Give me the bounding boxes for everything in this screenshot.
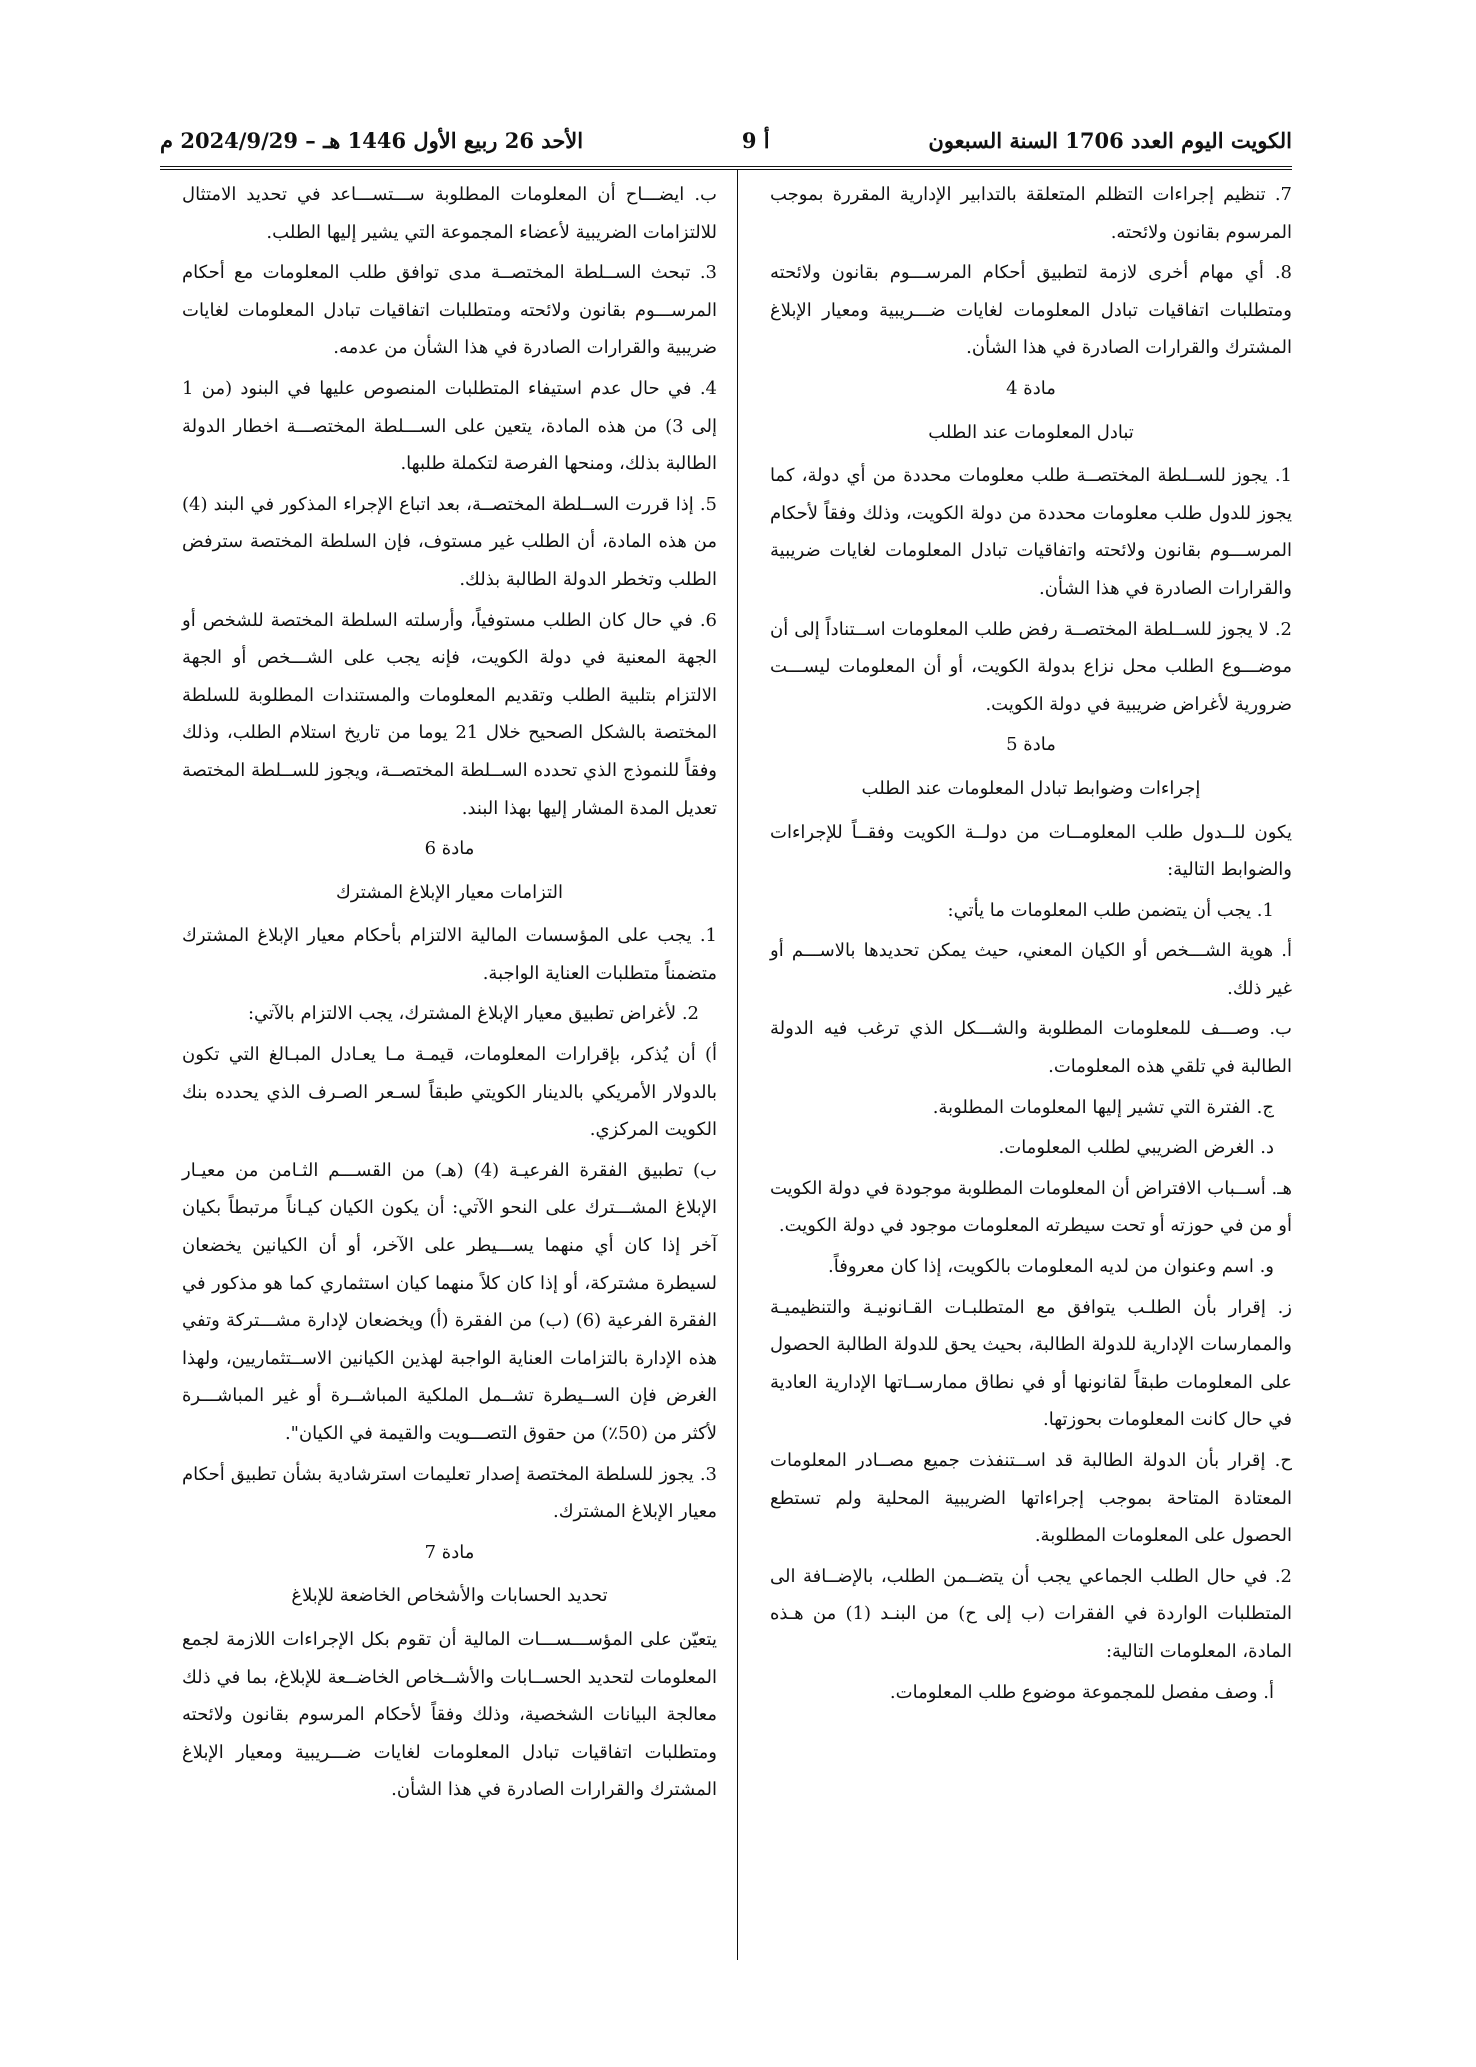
paragraph: 1. يجب أن يتضمن طلب المعلومات ما يأتي: [947,899,1274,921]
article-heading: مادة 7 [424,1541,475,1563]
paragraph: 2. لأغراض تطبيق معيار الإبلاغ المشترك، يجب الالتزام بالآتي: [247,1003,699,1025]
paragraph: أ. وصف مفصل للمجموعة موضوع طلب المعلومات. [889,1681,1274,1703]
article-heading: تحديد الحسابات والأشخاص الخاضعة للإبلاغ [291,1585,608,1607]
paragraph: ب. ايضـــاح أن المعلومات المطلوبة ســـتســـاعد في تحديد الامتثال للالتزامات الضريبية لأعضاء المجموعة التي يشير إليها الطلب. [182,184,717,243]
paragraph: 1. يجوز للســلطة المختصــة طلب معلومات محددة من أي دولة، كما يجوز للدول طلب معلومات محددة من دولة الكويت، وذلك وفقاً لأحكام المرســـوم بقانون ولائحته واتفاقيات تبادل المعلومات لغايات ضريبية والقرارات الصادرة في هذا الشأن. [770,465,1292,599]
page-header [160,118,1292,162]
paragraph: 2. في حال الطلب الجماعي يجب أن يتضــمن الطلب، بالإضــافة الى المتطلبات الواردة في الفقرات (ب إلى ح) من البنـد (1) من هـذه المادة، المعلومات التالية: [770,1565,1292,1662]
paragraph: يكون للــدول طلب المعلومــات من دولــة الكويت وفقــاً للإجراءات والضوابط التالية: [770,821,1292,881]
paragraph: ب. وصـــف للمعلومات المطلوبة والشـــكل الذي ترغب فيه الدولة الطالبة في تلقي هذه المعلومات. [770,1018,1292,1078]
article-heading: مادة 5 [1006,734,1056,756]
paragraph: أ. هوية الشـــخص أو الكيان المعني، حيث يمكن تحديدها بالاســـم أو غير ذلك. [770,940,1292,999]
paragraph: ز. إقرار بأن الطلـب يتوافق مع المتطلبـات القـانونيـة والتنظيميـة والممارسات الإدارية للدولة الطالبة، بحيث يحق للدولة الطالبة الحصول على المعلومات طبقاً لقانونها أو في نطاق ممارســاتها الإدارية العادية في حال كانت المعلومات بحوزتها. [770,1296,1292,1431]
article-heading: مادة 4 [1006,377,1056,399]
paragraph: 3. تبحث الســلطة المختصــة مدى توافق طلب المعلومات مع أحكام المرســـوم بقانون ولائحته ومتطلبات اتفاقيات تبادل المعلومات لغايات ضريبية والقرارات الصادرة في هذا الشأن من عدمه. [182,262,717,359]
paragraph: 7. تنظيم إجراءات التظلم المتعلقة بالتدابير الإدارية المقررة بموجب المرسوم بقانون ولائحته. [770,184,1292,243]
article-heading: إجراءات وضوابط تبادل المعلومات عند الطلب [861,777,1201,799]
right-column [770,176,1292,1714]
paragraph: ب) تطبيق الفقرة الفرعيـة (4) (هـ) من القســـم الثـامن من معيـار الإبلاغ المشـــترك على النحو الآتي: أن يكون الكيان كيـاناً مرتبطاً بكيان آخر إذا كان أي منهما يســـيطر على الآخر، أو أن الكيانين يخضعان لسيطرة مشتركة، أو إذا كان كلاً منهما كيان استثماري كما هو مذكور في الفقرة الفرعية (6) (ب) من الفقرة (أ) ويخضعان لإدارة مشـــتركة وتفي هذه الإدارة بالتزامات العناية الواجبة لهذين الكيانين الاســتثماريين، ولهذا الغرض فإن الســيطرة تشــمل الملكية المباشــرة أو غير المباشـــرة لأكثر من (50٪) من حقوق التصـــويت والقيمة في الكيان". [182,1159,718,1444]
header-divider [160,166,1292,170]
paragraph: و. اسم وعنوان من لديه المعلومات بالكويت، إذا كان معروفاً. [828,1256,1274,1278]
paragraph: هـ. أســباب الافتراض أن المعلومات المطلوبة موجودة في دولة الكويت أو من في حوزته أو تحت سيطرته المعلومات موجود في دولة الكويت. [770,1177,1292,1237]
paragraph: 4. في حال عدم استيفاء المتطلبات المنصوص عليها في البنود (من 1 إلى 3) من هذه المادة، يتعين على الســـلطة المختصـــة اخطار الدولة الطالبة بذلك، ومنحها الفرصة لتكملة طلبها. [182,377,717,475]
paragraph: 1. يجب على المؤسسات المالية الالتزام بأحكام معيار الإبلاغ المشترك متضمناً متطلبات العناية الواجبة. [182,925,717,984]
header-page-number: أ 9 [741,127,770,153]
paragraph: 5. إذا قررت الســلطة المختصــة، بعد اتباع الإجراء المذكور في البند (4) من هذه المادة، أن الطلب غير مستوف، فإن السلطة المختصة سترفض الطلب وتخطر الدولة الطالبة بذلك. [182,493,717,590]
paragraph: ح. إقرار بأن الدولة الطالبة قد اســتنفذت جميع مصــادر المعلومات المعتادة المتاحة بموجب إجراءاتها الضريبية المحلية ولم تستطع الحصول على المعلومات المطلوبة. [770,1450,1292,1547]
paragraph: يتعيّن على المؤســـســـات المالية أن تقوم بكل الإجراءات اللازمة لجمع المعلومات لتحديد الحســابات والأشــخاص الخاضــعة للإبلاغ، بما في ذلك معالجة البيانات الشخصية، وذلك وفقاً لأحكام المرسوم بقانون ولائحته ومتطلبات اتفاقيات تبادل المعلومات لغايات ضـــريبية ومعيار الإبلاغ المشترك والقرارات الصادرة في هذا الشأن. [182,1628,717,1801]
paragraph: أ) أن يُذكر، بإقرارات المعلومات، قيمـة مـا يعـادل المبـالغ التي تكون بالدولار الأمريكي بالدينار الكويتي طبقاً لسـعر الصـرف الذي يحدده بنك الكويت المركزي. [182,1044,717,1141]
paragraph: 3. يجوز للسلطة المختصة إصدار تعليمات استرشادية بشأن تطبيق أحكام معيار الإبلاغ المشترك. [182,1463,717,1523]
header-publication: الكويت اليوم العدد 1706 السنة السبعون [928,127,1292,153]
article-heading: التزامات معيار الإبلاغ المشترك [336,881,563,903]
paragraph: ج. الفترة التي تشير إليها المعلومات المطلوبة. [932,1096,1274,1118]
paragraph: 6. في حال كان الطلب مستوفياً، وأرسلته السلطة المختصة للشخص أو الجهة المعنية في دولة الكويت، فإنه يجب على الشـــخص أو الجهة الالتزام بتلبية الطلب وتقديم المعلومات والمستندات المطلوبة للسلطة المختصة بالشكل الصحيح خلال 21 يوما من تاريخ استلام الطلب، وذلك وفقاً للنموذج الذي تحدده الســلطة المختصــة، ويجوز للســلطة المختصة تعديل المدة المشار إليها بهذا البند. [182,609,717,819]
article-heading: مادة 6 [424,838,475,860]
header-date: الأحد 26 ربيع الأول 1446 هـ – 2024/9/29 م [160,127,584,153]
article-heading: تبادل المعلومات عند الطلب [928,421,1134,443]
paragraph: 2. لا يجوز للســلطة المختصــة رفض طلب المعلومات اســتناداً إلى أن موضـــوع الطلب محل نزاع بدولة الكويت، أو أن المعلومات ليســـت ضرورية لأغراض ضريبية في دولة الكويت. [770,618,1292,715]
paragraph: د. الغرض الضريبي لطلب المعلومات. [998,1137,1274,1159]
column-divider [737,170,738,1960]
left-column [182,176,717,1812]
paragraph: 8. أي مهام أخرى لازمة لتطبيق أحكام المرســـوم بقانون ولائحته ومتطلبات اتفاقيات تبادل المعلومات لغايات ضـــريبية ومعيار الإبلاغ المشترك والقرارات الصادرة في هذا الشأن. [770,262,1292,359]
